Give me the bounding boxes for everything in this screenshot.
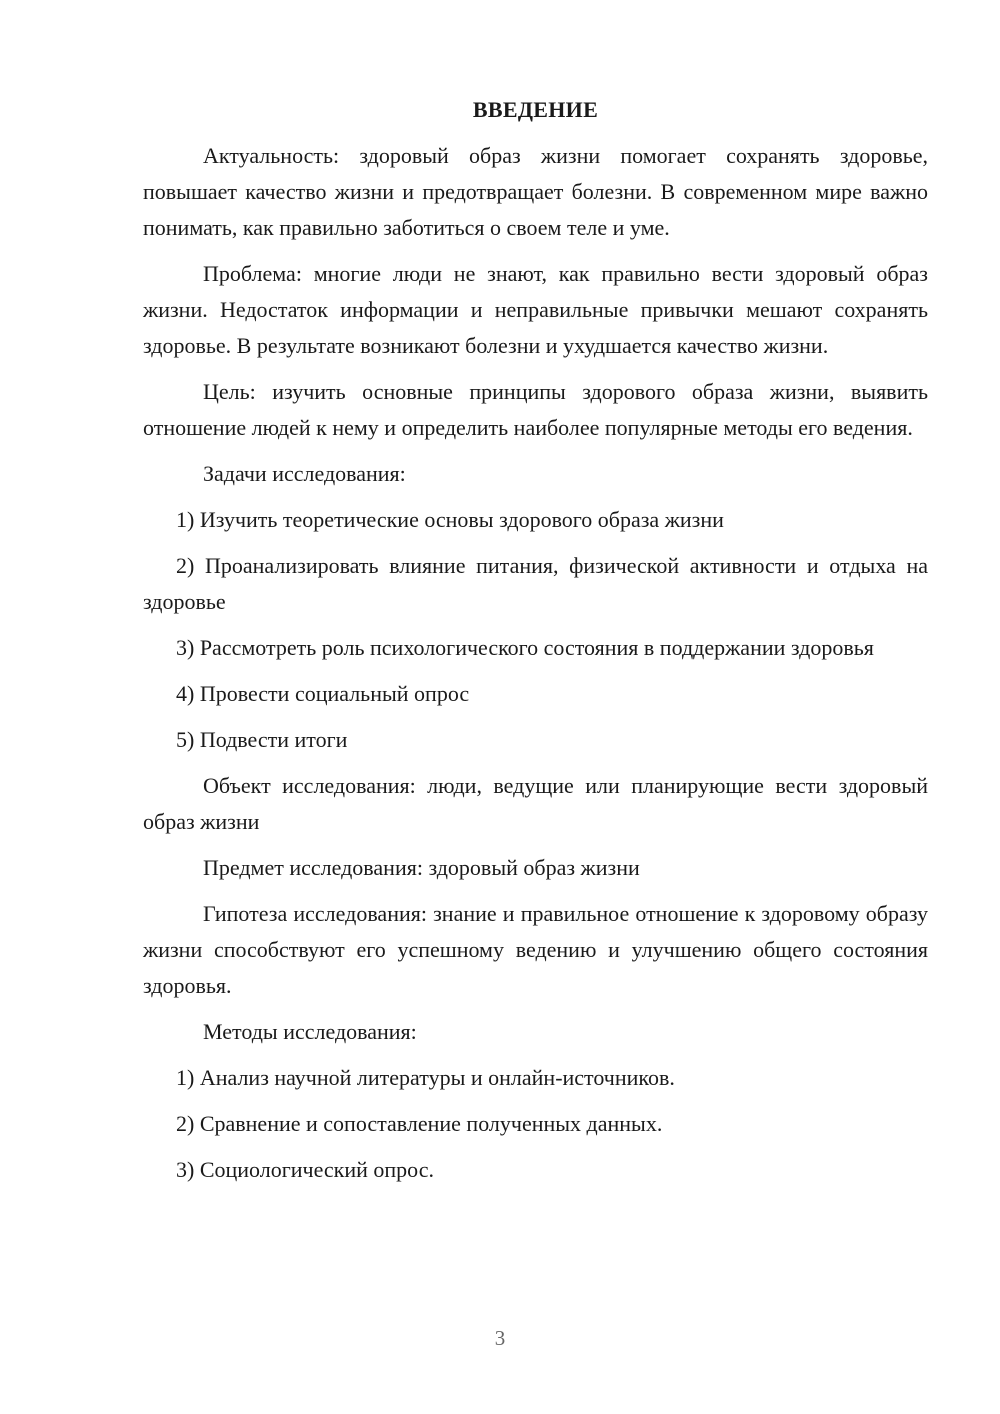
page-number: 3 (494, 1326, 506, 1350)
method-item: 2) Сравнение и сопоставление полученных данных. (176, 1111, 663, 1136)
object-paragraph: Объект исследования: люди, ведущие или планирующие вести здоровый образ жизни (143, 773, 928, 834)
task-item: 5) Подвести итоги (176, 727, 348, 752)
problem-paragraph: Проблема: многие люди не знают, как правильно вести здоровый образ жизни. Недостаток информации и неправильные привычки мешают сохранять здоровье. В результате возникают болезни и ухудшается качество жизни. (143, 261, 928, 358)
subject-paragraph: Предмет исследования: здоровый образ жизни (203, 855, 640, 880)
methods-heading: Методы исследования: (203, 1019, 417, 1044)
method-item: 3) Социологический опрос. (176, 1157, 434, 1182)
page-content (143, 92, 928, 1188)
relevance-paragraph: Актуальность: здоровый образ жизни помогает сохранять здоровье, повышает качество жизни и предотвращает болезни. В современном мире важно понимать, как правильно заботиться о своем теле и уме. (143, 143, 928, 240)
hypothesis-paragraph: Гипотеза исследования: знание и правильное отношение к здоровому образу жизни способствуют его успешному ведению и улучшению общего состояния здоровья. (143, 901, 928, 998)
goal-paragraph: Цель: изучить основные принципы здорового образа жизни, выявить отношение людей к нему и определить наиболее популярные методы его ведения. (143, 379, 928, 440)
task-item: 3) Рассмотреть роль психологического состояния в поддержании здоровья (176, 635, 874, 660)
tasks-heading: Задачи исследования: (203, 461, 406, 486)
task-item: 4) Провести социальный опрос (176, 681, 470, 706)
task-item: 1) Изучить теоретические основы здорового образа жизни (176, 507, 724, 532)
page-title: ВВЕДЕНИЕ (472, 97, 599, 122)
method-item: 1) Анализ научной литературы и онлайн-источников. (176, 1065, 675, 1090)
task-item: 2) Проанализировать влияние питания, физической активности и отдыха на здоровье (143, 553, 928, 614)
